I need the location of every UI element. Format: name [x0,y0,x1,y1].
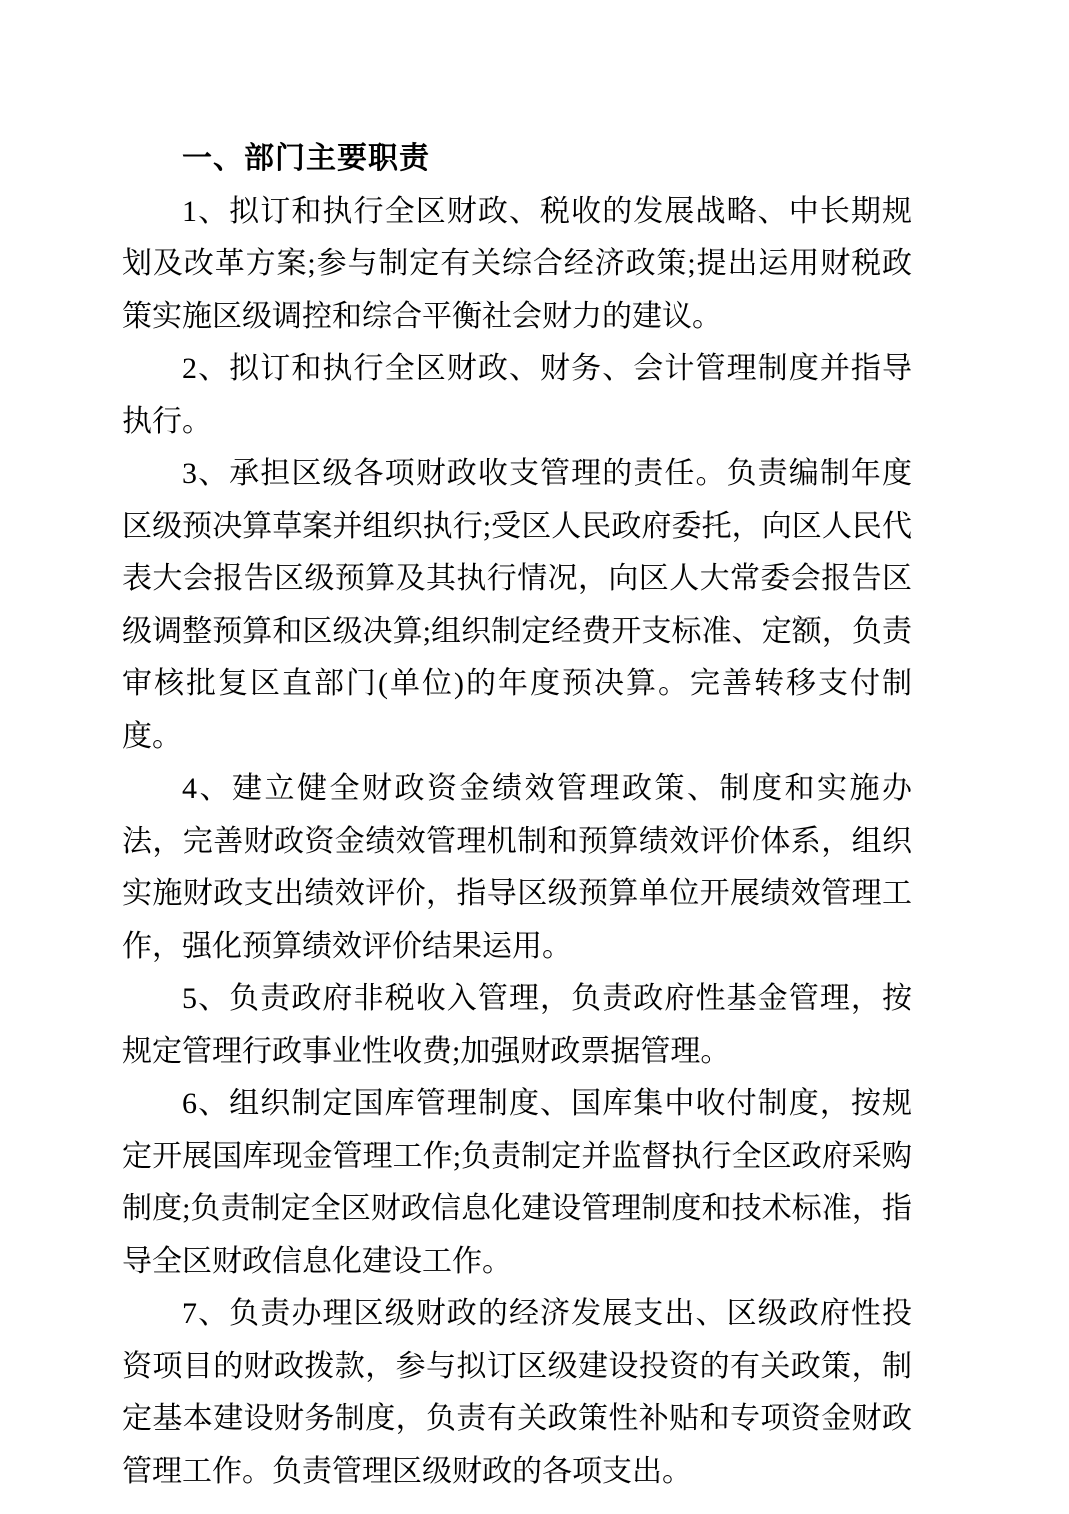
document-body [122,133,912,1498]
paragraph-duty-1: 1、拟订和执行全区财政、税收的发展战略、中长期规划及改革方案;参与制定有关综合经济政策;提出运用财税政策实施区级调控和综合平衡社会财力的建议。 [122,194,912,333]
paragraph-duty-6: 6、组织制定国库管理制度、国库集中收付制度，按规定开展国库现金管理工作;负责制定并监督执行全区政府采购制度;负责制定全区财政信息化建设管理制度和技术标准，指导全区财政信息化建设工作。 [122,1087,912,1278]
section-heading: 一、部门主要职责 [182,142,430,175]
paragraph-duty-3: 3、承担区级各项财政收支管理的责任。负责编制年度区级预决算草案并组织执行;受区人民政府委托，向区人民代表大会报告区级预算及其执行情况，向区人大常委会报告区级调整预算和区级决算;组织制定经费开支标准、定额，负责审核批复区直部门(单位)的年度预决算。完善转移支付制度。 [122,457,912,753]
paragraph-duty-5: 5、负责政府非税收入管理，负责政府性基金管理，按规定管理行政事业性收费;加强财政票据管理。 [122,982,912,1068]
paragraph-duty-2: 2、拟订和执行全区财政、财务、会计管理制度并指导执行。 [122,352,912,438]
paragraph-duty-4: 4、建立健全财政资金绩效管理政策、制度和实施办法，完善财政资金绩效管理机制和预算绩效评价体系，组织实施财政支出绩效评价，指导区级预算单位开展绩效管理工作，强化预算绩效评价结果运用。 [122,772,912,963]
paragraph-duty-7: 7、负责办理区级财政的经济发展支出、区级政府性投资项目的财政拨款，参与拟订区级建设投资的有关政策，制定基本建设财务制度，负责有关政策性补贴和专项资金财政管理工作。负责管理区级财政的各项支出。 [122,1297,912,1488]
